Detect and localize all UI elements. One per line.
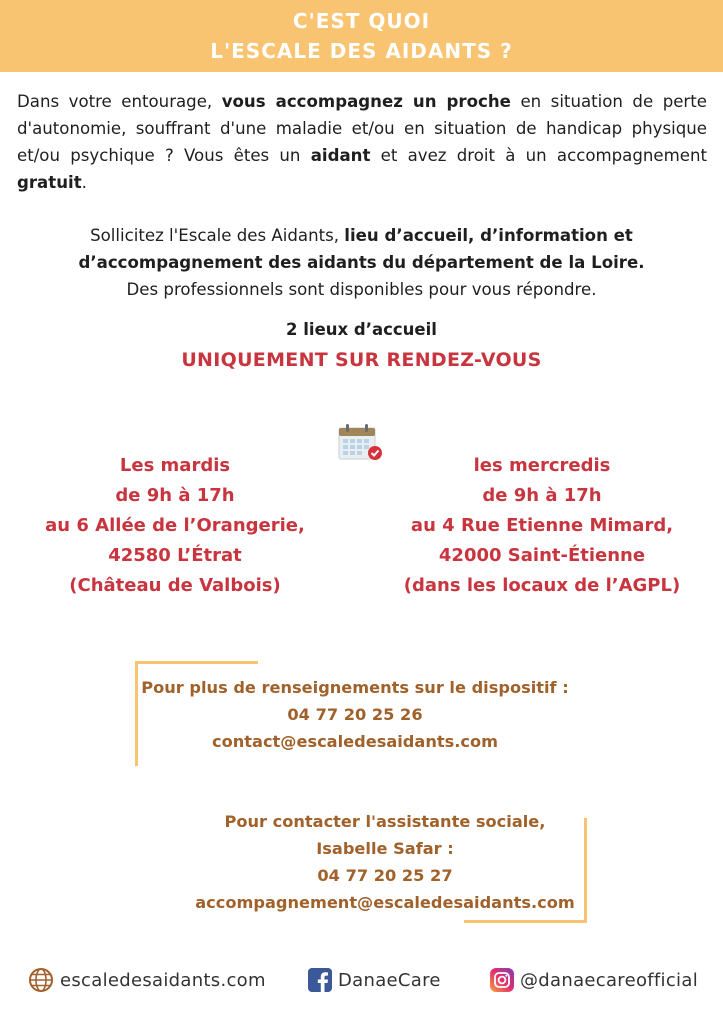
- info-person-name: Isabelle Safar :: [316, 839, 454, 858]
- intro-text: en situation de perte d'autonomie, souffrant d'une maladie et/ou en situation de handicap physique et/ou psychique ? Vous êtes un: [17, 92, 707, 165]
- calendar-check-icon: [338, 422, 384, 462]
- description-bold: lieu d’accueil, d’information et: [344, 226, 633, 245]
- footer-facebook[interactable]: [308, 964, 441, 996]
- location-street: au 4 Rue Etienne Mimard,: [410, 515, 674, 536]
- footer-website[interactable]: [28, 964, 266, 996]
- description-bold: d’accompagnement des aidants du département de la Loire.: [78, 253, 645, 272]
- banner-title-line2: L'ESCALE DES AIDANTS ?: [210, 39, 513, 63]
- intro-text: .: [81, 173, 87, 192]
- location-city: 42580 L’Étrat: [108, 545, 242, 566]
- info-label: Pour contacter l'assistante sociale,: [224, 812, 546, 831]
- description-text: Des professionnels sont disponibles pour vous répondre.: [126, 280, 597, 299]
- info-phone[interactable]: 04 77 20 25 27: [317, 866, 453, 885]
- location-day: les mercredis: [473, 455, 611, 476]
- info-phone[interactable]: 04 77 20 25 26: [287, 705, 423, 724]
- appointment-notice: UNIQUEMENT SUR RENDEZ-VOUS: [181, 349, 542, 371]
- facebook-icon: [308, 968, 332, 992]
- places-count: 2 lieux d’accueil: [286, 320, 437, 339]
- info-contact-general: [140, 674, 570, 755]
- description-paragraph: [20, 222, 703, 303]
- intro-text: Dans votre entourage,: [17, 92, 222, 111]
- header-banner: [0, 0, 723, 72]
- globe-icon: [28, 967, 54, 993]
- location-tuesday: [25, 451, 325, 601]
- location-city: 42000 Saint-Étienne: [438, 545, 646, 566]
- banner-title-line1: C'EST QUOI: [292, 9, 431, 33]
- instagram-icon: [490, 968, 514, 992]
- location-wednesday: [382, 451, 702, 601]
- info-email[interactable]: accompagnement@escaledesaidants.com: [195, 893, 575, 912]
- footer-instagram-label: @danaecareofficial: [520, 969, 698, 991]
- intro-bold: aidant: [310, 146, 371, 165]
- location-day: Les mardis: [119, 455, 231, 476]
- footer-facebook-label: DanaeCare: [338, 969, 441, 991]
- location-hours: de 9h à 17h: [482, 485, 602, 506]
- footer: [0, 964, 723, 996]
- location-hours: de 9h à 17h: [115, 485, 235, 506]
- intro-bold: vous accompagnez un proche: [221, 92, 511, 111]
- info-label: Pour plus de renseignements sur le dispositif :: [141, 678, 569, 697]
- intro-bold: gratuit: [17, 173, 82, 192]
- footer-instagram[interactable]: [490, 964, 698, 996]
- info-contact-social-worker: [170, 808, 600, 916]
- description-text: Sollicitez l'Escale des Aidants,: [90, 226, 345, 245]
- location-venue: (dans les locaux de l’AGPL): [403, 575, 681, 596]
- footer-website-label: escaledesaidants.com: [60, 969, 266, 991]
- intro-text: et avez droit à un accompagnement: [370, 146, 707, 165]
- intro-paragraph: [17, 88, 707, 196]
- info-email[interactable]: contact@escaledesaidants.com: [212, 732, 498, 751]
- location-street: au 6 Allée de l’Orangerie,: [45, 515, 305, 536]
- location-venue: (Château de Valbois): [69, 575, 281, 596]
